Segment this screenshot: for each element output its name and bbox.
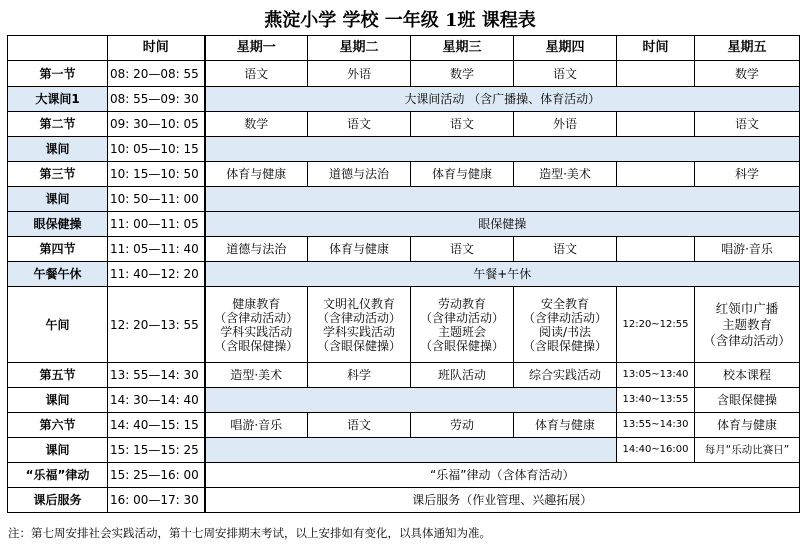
line: （含眼保健操） [214, 338, 299, 353]
cell-time-2 [617, 61, 695, 87]
header-monday: 星期一 [205, 36, 308, 61]
line: （含律动活动） [214, 310, 299, 325]
row-break-1 [8, 87, 800, 112]
period-time: 08: 20—08: 55 [108, 61, 205, 87]
cell-time-2: 13:55~14:30 [617, 413, 695, 438]
line: （含眼保健操） [419, 338, 504, 353]
row-period-4 [8, 237, 800, 262]
cell-wednesday: 班队活动 [411, 363, 514, 388]
line: （含眼保健操） [316, 338, 401, 353]
period-time: 08: 55—09: 30 [108, 87, 205, 112]
period-time: 11: 05—11: 40 [108, 237, 205, 262]
empty-band [205, 187, 800, 212]
line: （含律动活动） [419, 310, 504, 325]
header-time-2: 时间 [617, 36, 695, 61]
row-period-2 [8, 112, 800, 137]
row-rest-3 [8, 388, 800, 413]
cell-wednesday: 语文 [411, 112, 514, 137]
cell-monday: 唱游·音乐 [205, 413, 308, 438]
row-period-1 [8, 61, 800, 87]
line: （含眼保健操） [522, 338, 607, 353]
period-time: 14: 40—15: 15 [108, 413, 205, 438]
activity-span: 大课间活动 （含广播操、体育活动） [205, 87, 800, 112]
period-label: 课间 [8, 187, 108, 212]
footnote: 注：第七周安排社会实践活动，第十七周安排期末考试，以上安排如有变化，以具体通知为准。 [8, 526, 491, 540]
cell-friday: 科学 [695, 162, 800, 187]
cell-wednesday [411, 287, 514, 363]
line: 主题教育 [721, 316, 772, 332]
period-time: 13: 55—14: 30 [108, 363, 205, 388]
row-lunch [8, 262, 800, 287]
schedule-table [7, 35, 800, 513]
line: （含律动活动） [522, 310, 607, 325]
period-label: 大课间1 [8, 87, 108, 112]
row-period-5 [8, 363, 800, 388]
activity-span: “乐福”律动（含体育活动） [205, 463, 800, 488]
period-time: 11: 40—12: 20 [108, 262, 205, 287]
cell-tuesday: 道德与法治 [308, 162, 411, 187]
line: 安全教育 [540, 296, 589, 311]
period-time: 11: 00—11: 05 [108, 212, 205, 237]
period-label: 课后服务 [8, 488, 108, 513]
cell-wednesday: 数学 [411, 61, 514, 87]
period-label: 第六节 [8, 413, 108, 438]
cell-thursday: 语文 [514, 61, 617, 87]
cell-time-2: 13:05~13:40 [617, 363, 695, 388]
cell-monday: 体育与健康 [205, 162, 308, 187]
cell-thursday: 综合实践活动 [514, 363, 617, 388]
header-blank [8, 36, 108, 61]
row-rest-1 [8, 137, 800, 162]
row-after-school [8, 488, 800, 513]
line: 红领巾广播 [715, 300, 779, 316]
row-eye-exercise [8, 212, 800, 237]
empty-band [205, 438, 617, 463]
row-period-3 [8, 162, 800, 187]
page-title: 燕淀小学 学校 一年级 1班 课程表 [264, 10, 536, 31]
row-noon [8, 287, 800, 363]
header-thursday: 星期四 [514, 36, 617, 61]
cell-friday: 体育与健康 [695, 413, 800, 438]
cell-friday: 每月“乐动比赛日” [695, 438, 800, 463]
period-label: 眼保健操 [8, 212, 108, 237]
cell-time-2: 14:40~16:00 [617, 438, 695, 463]
period-label: 第三节 [8, 162, 108, 187]
period-time: 10: 05—10: 15 [108, 137, 205, 162]
period-label: 课间 [8, 438, 108, 463]
period-label: 课间 [8, 388, 108, 413]
header-row [8, 36, 800, 61]
period-label: “乐福”律动 [8, 463, 108, 488]
cell-thursday: 体育与健康 [514, 413, 617, 438]
line: （含律动活动） [703, 332, 791, 348]
header-wednesday: 星期三 [411, 36, 514, 61]
row-lefu [8, 463, 800, 488]
period-label: 第一节 [8, 61, 108, 87]
period-label: 第四节 [8, 237, 108, 262]
header-time: 时间 [108, 36, 205, 61]
cell-thursday [514, 287, 617, 363]
period-time: 15: 25—16: 00 [108, 463, 205, 488]
cell-wednesday: 体育与健康 [411, 162, 514, 187]
line: 健康教育 [232, 296, 281, 311]
empty-band [205, 388, 617, 413]
activity-span: 午餐+午休 [205, 262, 800, 287]
cell-friday: 数学 [695, 61, 800, 87]
cell-monday: 语文 [205, 61, 308, 87]
period-label: 午间 [8, 287, 108, 363]
activity-span: 眼保健操 [205, 212, 800, 237]
cell-tuesday: 科学 [308, 363, 411, 388]
cell-tuesday [308, 287, 411, 363]
period-label: 课间 [8, 137, 108, 162]
cell-wednesday: 劳动 [411, 413, 514, 438]
cell-friday [695, 287, 800, 363]
cell-thursday: 语文 [514, 237, 617, 262]
header-friday: 星期五 [695, 36, 800, 61]
row-period-6 [8, 413, 800, 438]
cell-monday: 造型·美术 [205, 363, 308, 388]
cell-friday: 含眼保健操 [695, 388, 800, 413]
period-time: 10: 50—11: 00 [108, 187, 205, 212]
period-time: 10: 15—10: 50 [108, 162, 205, 187]
period-time: 16: 00—17: 30 [108, 488, 205, 513]
cell-friday: 唱游·音乐 [695, 237, 800, 262]
header-tuesday: 星期二 [308, 36, 411, 61]
cell-time-2 [617, 162, 695, 187]
cell-wednesday: 语文 [411, 237, 514, 262]
cell-monday [205, 287, 308, 363]
line: 劳动教育 [437, 296, 486, 311]
row-rest-4 [8, 438, 800, 463]
cell-time-2 [617, 237, 695, 262]
cell-time-2 [617, 112, 695, 137]
cell-tuesday: 语文 [308, 413, 411, 438]
period-time: 12: 20—13: 55 [108, 287, 205, 363]
cell-friday: 语文 [695, 112, 800, 137]
period-label: 午餐午休 [8, 262, 108, 287]
row-rest-2 [8, 187, 800, 212]
cell-time-2: 12:20~12:55 [617, 287, 695, 363]
period-time: 15: 15—15: 25 [108, 438, 205, 463]
line: 学科实践活动 [220, 324, 293, 339]
cell-friday: 校本课程 [695, 363, 800, 388]
period-time: 14: 30—14: 40 [108, 388, 205, 413]
cell-thursday: 外语 [514, 112, 617, 137]
period-label: 第五节 [8, 363, 108, 388]
cell-time-2: 13:40~13:55 [617, 388, 695, 413]
cell-tuesday: 外语 [308, 61, 411, 87]
period-time: 09: 30—10: 05 [108, 112, 205, 137]
cell-tuesday: 语文 [308, 112, 411, 137]
line: 文明礼仪教育 [322, 296, 395, 311]
cell-tuesday: 体育与健康 [308, 237, 411, 262]
line: 主题班会 [437, 324, 486, 339]
cell-monday: 数学 [205, 112, 308, 137]
empty-band [205, 137, 800, 162]
cell-thursday: 造型·美术 [514, 162, 617, 187]
line: （含律动活动） [316, 310, 401, 325]
period-label: 第二节 [8, 112, 108, 137]
cell-monday: 道德与法治 [205, 237, 308, 262]
line: 学科实践活动 [322, 324, 395, 339]
activity-span: 课后服务（作业管理、兴趣拓展） [205, 488, 800, 513]
line: 阅读/书法 [538, 324, 592, 339]
